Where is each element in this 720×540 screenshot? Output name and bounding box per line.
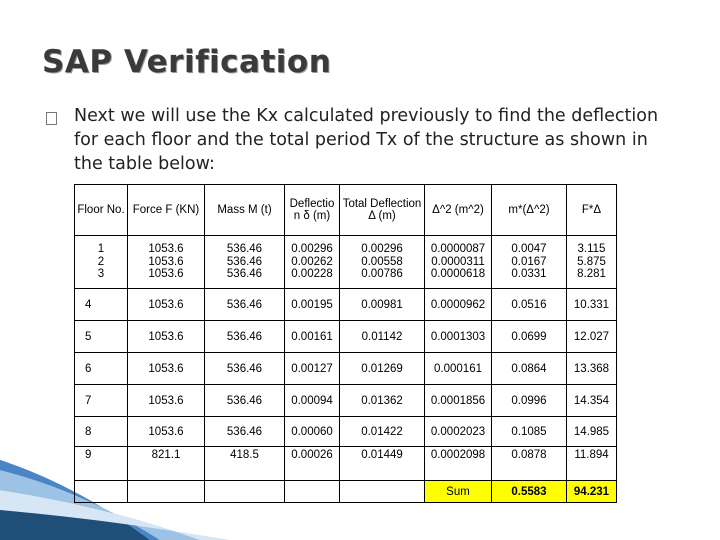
cell-delta-sq-2: 0.0000311 [431,255,485,268]
cell-f-delta: 14.985 [567,417,617,447]
cell-f-delta: 11.894 [567,447,617,481]
cell-m-delta-sq: 0.0699 [492,321,567,353]
cell-force: 1053.6 [128,353,205,385]
group-force-cell [128,236,205,289]
table-row [75,417,617,447]
cell-delta-sq: 0.0001856 [425,385,492,417]
header-total-deflection: Total Deflection Δ (m) [340,185,425,236]
cell-mass-2: 536.46 [226,255,263,268]
cell-f-delta: 14.354 [567,385,617,417]
page-title: SAP Verification [42,44,332,80]
cell-floor-3: 3 [97,268,105,281]
cell-delta-sq: 0.0002023 [425,417,492,447]
cell-m-delta-sq-3: 0.0331 [511,268,547,281]
cell-force: 1053.6 [128,321,205,353]
cell-force-2: 1053.6 [148,255,184,268]
cell-force: 821.1 [128,447,205,481]
header-deflection: Deflectio n δ (m) [285,185,340,236]
cell-deflection: 0.00094 [285,385,340,417]
table-row-floors-1-3 [75,236,617,289]
cell-delta-sq: 0.000161 [425,353,492,385]
cell-f-delta-1: 3.115 [577,243,606,256]
cell-m-delta-sq: 0.0996 [492,385,567,417]
cell-f-delta: 10.331 [567,289,617,321]
header-delta-squared: Δ^2 (m^2) [425,185,492,236]
cell-m-delta-sq-1: 0.0047 [511,243,547,256]
cell-total-deflection-2: 0.00558 [361,255,403,268]
cell-floor: 6 [75,353,128,385]
table-row [75,385,617,417]
cell-floor: 9 [75,447,128,481]
cell-mass: 536.46 [205,353,285,385]
cell-m-delta-sq: 0.1085 [492,417,567,447]
cell-total-deflection: 0.01362 [340,385,425,417]
group-m-delta-sq-cell [492,236,567,289]
empty-cell [340,481,425,503]
cell-floor: 7 [75,385,128,417]
cell-deflection: 0.00161 [285,321,340,353]
cell-m-delta-sq-2: 0.0167 [511,255,547,268]
cell-total-deflection-1: 0.00296 [361,243,403,256]
cell-deflection: 0.00195 [285,289,340,321]
cell-total-deflection-3: 0.00786 [361,268,403,281]
group-deflection-cell [285,236,340,289]
empty-cell [75,481,128,503]
cell-deflection: 0.00060 [285,417,340,447]
empty-cell [285,481,340,503]
cell-mass: 536.46 [205,385,285,417]
header-mass: Mass M (t) [205,185,285,236]
cell-floor-1: 1 [97,243,105,256]
deflection-table-container [74,184,617,503]
cell-mass-3: 536.46 [226,268,263,281]
cell-deflection-2: 0.00262 [291,255,333,268]
cell-force: 1053.6 [128,385,205,417]
bullet-text: Next we will use the Kx calculated previously to find the deflection for each floor and the total period Tx of the structure as shown in the table below: [74,106,659,174]
sum-m-delta-sq-cell: 0.5583 [492,481,567,503]
cell-deflection: 0.00026 [285,447,340,481]
cell-delta-sq-1: 0.0000087 [430,243,486,256]
bullet-square-icon [46,112,57,125]
cell-total-deflection: 0.01269 [340,353,425,385]
sum-label-cell: Sum [425,481,492,503]
cell-floor: 8 [75,417,128,447]
group-floor-cell [75,236,128,289]
cell-floor-2: 2 [97,255,105,268]
cell-f-delta-2: 5.875 [577,255,606,268]
cell-mass: 418.5 [205,447,285,481]
cell-deflection-3: 0.00228 [291,268,333,281]
cell-delta-sq: 0.0000962 [425,289,492,321]
cell-delta-sq: 0.0001303 [425,321,492,353]
cell-f-delta-3: 8.281 [577,268,606,281]
cell-mass: 536.46 [205,289,285,321]
cell-force-1: 1053.6 [148,243,184,256]
table-row [75,289,617,321]
group-delta-sq-cell [425,236,492,289]
cell-f-delta: 13.368 [567,353,617,385]
header-f-delta: F*Δ [567,185,617,236]
cell-total-deflection: 0.00981 [340,289,425,321]
bullet-paragraph [46,104,666,176]
cell-total-deflection: 0.01449 [340,447,425,481]
cell-mass: 536.46 [205,321,285,353]
cell-deflection-1: 0.00296 [291,243,333,256]
cell-delta-sq-3: 0.0000618 [430,268,486,281]
group-f-delta-cell [567,236,617,289]
empty-cell [128,481,205,503]
cell-floor: 4 [75,289,128,321]
cell-mass-1: 536.46 [226,243,263,256]
header-floor: Floor No. [75,185,128,236]
cell-deflection: 0.00127 [285,353,340,385]
table-row [75,447,617,481]
cell-delta-sq: 0.0002098 [425,447,492,481]
cell-force-3: 1053.6 [148,268,184,281]
group-total-deflection-cell [340,236,425,289]
cell-total-deflection: 0.01142 [340,321,425,353]
table-row [75,321,617,353]
cell-total-deflection: 0.01422 [340,417,425,447]
cell-m-delta-sq: 0.0878 [492,447,567,481]
table-row [75,353,617,385]
group-mass-cell [205,236,285,289]
cell-floor: 5 [75,321,128,353]
cell-force: 1053.6 [128,289,205,321]
header-m-delta-squared: m*(Δ^2) [492,185,567,236]
deflection-table [74,184,617,503]
cell-f-delta: 12.027 [567,321,617,353]
cell-force: 1053.6 [128,417,205,447]
header-force: Force F (KN) [128,185,205,236]
cell-m-delta-sq: 0.0516 [492,289,567,321]
empty-cell [205,481,285,503]
cell-m-delta-sq: 0.0864 [492,353,567,385]
sum-f-delta-cell: 94.231 [567,481,617,503]
table-header-row [75,185,617,236]
table-sum-row [75,481,617,503]
cell-mass: 536.46 [205,417,285,447]
